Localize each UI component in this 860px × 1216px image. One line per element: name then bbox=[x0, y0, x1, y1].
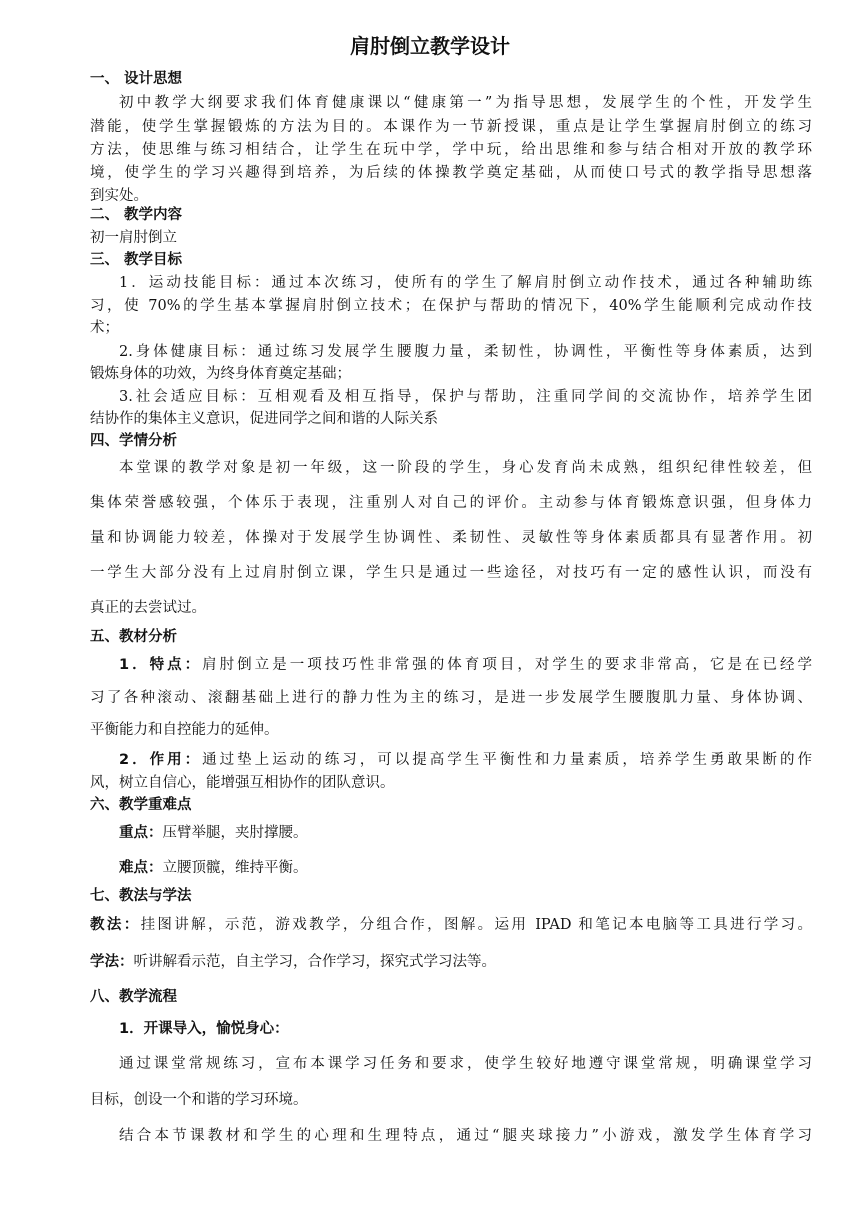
learning-method-text: 听讲解看示范，自主学习，合作学习，探究式学习法等。 bbox=[133, 954, 496, 970]
section-heading-4: 四、学情分析 bbox=[90, 433, 177, 449]
learning-method-line bbox=[90, 952, 812, 972]
paragraph-line: 1．运动技能目标：通过本次练习，使所有的学生了解肩肘倒立动作技术，通过各种辅助练 bbox=[119, 275, 812, 291]
section-heading-6: 六、教学重难点 bbox=[90, 797, 192, 813]
paragraph-line: 潜能，使学生掌握锻炼的方法为目的。本课作为一节新授课，重点是让学生掌握肩肘倒立的练习 bbox=[90, 119, 812, 135]
key-point-line bbox=[119, 823, 812, 843]
section-heading-8: 八、教学流程 bbox=[90, 989, 177, 1005]
paragraph-line: 本堂课的教学对象是初一年级，这一阶段的学生，身心发育尚未成熟，组织纪律性较差，但 bbox=[119, 460, 812, 476]
document-title: 肩肘倒立教学设计 bbox=[350, 34, 510, 58]
paragraph-line: 2.身体健康目标：通过练习发展学生腰腹力量，柔韧性，协调性，平衡性等身体素质，达到 bbox=[119, 344, 812, 360]
paragraph-line: 境，使学生的学习兴趣得到培养，为后续的体操教学奠定基础，从而使口号式的教学指导思想落 bbox=[90, 165, 812, 181]
section-heading-2: 二、 教学内容 bbox=[90, 207, 183, 223]
difficulty-text: 立腰顶髋，维持平衡。 bbox=[162, 860, 308, 876]
key-point-text: 压臂举腿，夹肘撑腰。 bbox=[162, 825, 308, 841]
paragraph-line: 结合本节课教材和学生的心理和生理特点，通过“腿夹球接力”小游戏，激发学生体育学习 bbox=[119, 1128, 812, 1144]
paragraph-line: 真正的去尝试过。 bbox=[90, 600, 206, 616]
paragraph-line: 习了各种滚动、滚翻基础上进行的静力性为主的练习，是进一步发展学生腰腹肌力量、身体协调、 bbox=[90, 690, 812, 706]
feature-label: 1．特点： bbox=[119, 657, 203, 673]
teaching-method-line bbox=[90, 915, 812, 935]
paragraph-line: 结协作的集体主义意识，促进同学之间和谐的人际关系 bbox=[90, 411, 438, 427]
feature-text: 肩肘倒立是一项技巧性非常强的体育项目，对学生的要求非常高，它是在已经学 bbox=[202, 657, 813, 673]
subheading: 1．开课导入，愉悦身心： bbox=[119, 1021, 289, 1037]
key-point-label: 重点： bbox=[119, 825, 163, 841]
paragraph-line: 集体荣誉感较强，个体乐于表现，注重别人对自己的评价。主动参与体育锻炼意识强，但身体力 bbox=[90, 495, 812, 511]
paragraph-line: 到实处。 bbox=[90, 188, 148, 204]
paragraph-line: 初中教学大纲要求我们体育健康课以“健康第一”为指导思想，发展学生的个性，开发学生 bbox=[119, 95, 812, 111]
paragraph-line: 术； bbox=[90, 320, 119, 336]
teaching-method-label: 教法： bbox=[90, 917, 141, 933]
section-heading-1: 一、 设计思想 bbox=[90, 71, 183, 87]
section-heading-5: 五、教材分析 bbox=[90, 629, 177, 645]
section-heading-3: 三、 教学目标 bbox=[90, 252, 183, 268]
difficulty-line bbox=[119, 858, 812, 878]
paragraph-line bbox=[119, 655, 812, 675]
learning-method-label: 学法： bbox=[90, 954, 134, 970]
paragraph-line: 量和协调能力较差，体操对于发展学生协调性、柔韧性、灵敏性等身体素质都具有显著作用。初 bbox=[90, 530, 812, 546]
paragraph-line: 目标，创设一个和谐的学习环境。 bbox=[90, 1092, 308, 1108]
paragraph-line: 平衡能力和自控能力的延伸。 bbox=[90, 722, 279, 738]
paragraph-line: 方法，使思维与练习相结合，让学生在玩中学，学中玩，给出思维和参与结合相对开放的教学环 bbox=[90, 142, 812, 158]
teaching-method-text: 挂图讲解，示范，游戏教学，分组合作，图解。运用 IPAD 和笔记本电脑等工具进行学习。 bbox=[140, 917, 813, 933]
paragraph-line: 习，使 70%的学生基本掌握肩肘倒立技术；在保护与帮助的情况下，40%学生能顺利完成动作技 bbox=[90, 298, 812, 314]
section-heading-7: 七、教法与学法 bbox=[90, 888, 192, 904]
paragraph-line: 初一肩肘倒立 bbox=[90, 230, 177, 246]
paragraph-line bbox=[119, 750, 812, 770]
function-text: 通过垫上运动的练习，可以提高学生平衡性和力量素质，培养学生勇敢果断的作 bbox=[202, 752, 813, 768]
paragraph-line: 锻炼身体的功效，为终身体育奠定基础； bbox=[90, 366, 351, 382]
function-label: 2．作用： bbox=[119, 752, 203, 768]
paragraph-line: 风，树立自信心，能增强互相协作的团队意识。 bbox=[90, 775, 395, 791]
paragraph-line: 一学生大部分没有上过肩肘倒立课，学生只是通过一些途径，对技巧有一定的感性认识，而没有 bbox=[90, 565, 812, 581]
paragraph-line: 3.社会适应目标：互相观看及相互指导，保护与帮助，注重同学间的交流协作，培养学生团 bbox=[119, 389, 812, 405]
difficulty-label: 难点： bbox=[119, 860, 163, 876]
paragraph-line: 通过课堂常规练习，宣布本课学习任务和要求，使学生较好地遵守课堂常规，明确课堂学习 bbox=[119, 1056, 812, 1072]
